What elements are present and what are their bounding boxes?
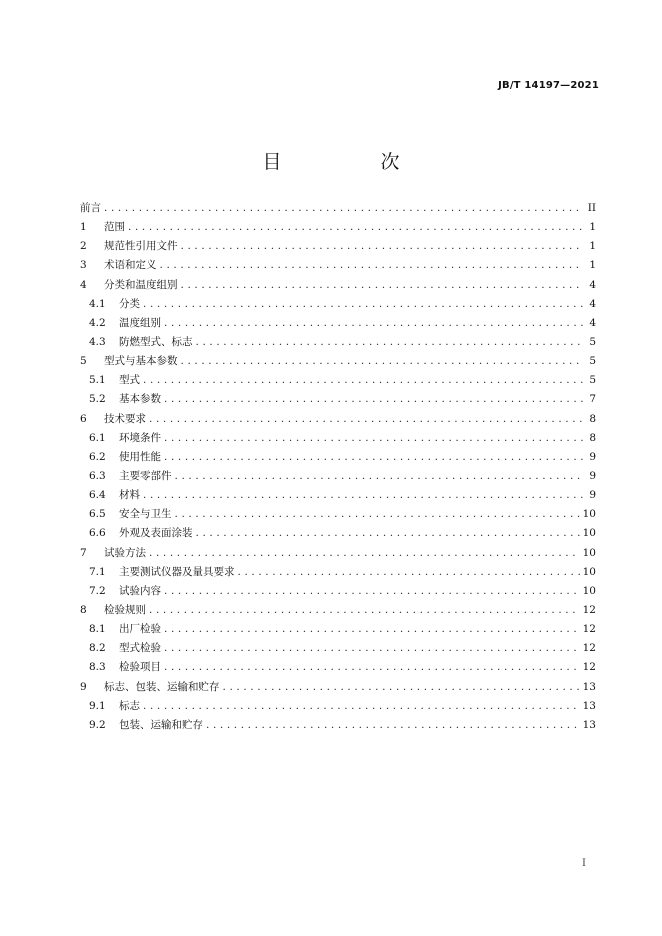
toc-entry[interactable] <box>80 583 596 602</box>
toc-entry-label: 型式与基本参数 <box>104 355 178 368</box>
toc-leader-dots <box>143 489 583 501</box>
toc-entry[interactable] <box>80 353 596 372</box>
toc-leader-dots <box>223 681 580 693</box>
toc-entry-number: 4.1 <box>89 297 106 310</box>
toc-entry-label: 术语和定义 <box>104 259 157 272</box>
toc-leader-dots <box>143 374 583 386</box>
toc-entry-label: 标志 <box>119 699 140 712</box>
toc-leader-dots <box>164 642 580 654</box>
toc-leader-dots <box>160 259 584 271</box>
toc-entry-page: 9 <box>589 489 596 502</box>
toc-leader-dots <box>175 470 584 482</box>
toc-entry-page: 12 <box>582 642 596 655</box>
toc-entry-page: 12 <box>582 603 596 616</box>
toc-entry[interactable] <box>80 449 596 468</box>
toc-entry-number: 8 <box>80 603 87 616</box>
toc-entry-page: 13 <box>582 718 596 731</box>
toc-entry[interactable] <box>80 391 596 410</box>
toc-entry[interactable] <box>80 679 596 698</box>
table-of-contents <box>80 200 596 736</box>
toc-entry-page: 9 <box>589 450 596 463</box>
toc-entry[interactable] <box>80 525 596 544</box>
toc-entry[interactable] <box>80 372 596 391</box>
toc-entry[interactable] <box>80 506 596 525</box>
toc-entry-label: 安全与卫生 <box>119 508 172 521</box>
page-number: I <box>582 858 586 869</box>
toc-entry-label: 材料 <box>119 489 140 502</box>
toc-entry-number: 8.1 <box>89 623 106 636</box>
toc-entry-page: 4 <box>589 316 596 329</box>
toc-entry-number: 9 <box>80 680 87 693</box>
toc-entry[interactable] <box>80 219 596 238</box>
toc-entry-label: 范围 <box>104 221 125 234</box>
toc-leader-dots <box>164 585 580 597</box>
toc-entry-label: 检验规则 <box>104 603 146 616</box>
toc-entry[interactable] <box>80 468 596 487</box>
toc-entry-page: 4 <box>589 278 596 291</box>
toc-leader-dots <box>143 298 583 310</box>
toc-leader-dots <box>149 547 580 559</box>
toc-entry-label: 前言 <box>80 202 101 214</box>
toc-entry-page: 12 <box>582 661 596 674</box>
toc-entry[interactable] <box>80 277 596 296</box>
toc-entry[interactable] <box>80 640 596 659</box>
toc-entry-label: 型式 <box>119 374 140 387</box>
toc-leader-dots <box>143 700 580 712</box>
toc-entry-number: 6.5 <box>89 508 106 521</box>
toc-entry-page: 7 <box>589 393 596 406</box>
toc-entry-label: 分类和温度组别 <box>104 278 178 291</box>
toc-entry-page: II <box>587 202 596 214</box>
toc-entry-number: 6.3 <box>89 469 106 482</box>
toc-entry-page: 10 <box>582 546 596 559</box>
toc-entry-page: 5 <box>589 355 596 368</box>
toc-entry-label: 标志、包装、运输和贮存 <box>104 680 220 693</box>
toc-leader-dots <box>149 604 580 616</box>
toc-entry-page: 10 <box>582 584 596 597</box>
toc-title: 目 次 <box>262 151 440 173</box>
toc-entry-label: 主要零部件 <box>119 469 172 482</box>
toc-entry-page: 9 <box>589 469 596 482</box>
toc-entry[interactable] <box>80 430 596 449</box>
toc-entry-page: 8 <box>589 431 596 444</box>
toc-leader-dots <box>206 719 580 731</box>
toc-entry-number: 7.2 <box>89 584 106 597</box>
toc-entry-label: 出厂检验 <box>119 623 161 636</box>
toc-entry-page: 12 <box>582 623 596 636</box>
toc-entry-label: 试验内容 <box>119 584 161 597</box>
toc-entry-label: 主要测试仪器及量具要求 <box>119 565 235 578</box>
toc-entry[interactable] <box>80 698 596 717</box>
toc-leader-dots <box>196 336 584 348</box>
toc-entry-number: 5.2 <box>89 393 106 406</box>
toc-leader-dots <box>128 221 583 233</box>
toc-entry-label: 分类 <box>119 297 140 310</box>
toc-entry-number: 4 <box>80 278 87 291</box>
toc-entry-number: 6 <box>80 412 87 425</box>
toc-entry[interactable] <box>80 602 596 621</box>
toc-entry-number: 8.3 <box>89 661 106 674</box>
toc-entry-page: 10 <box>582 565 596 578</box>
toc-entry-number: 4.3 <box>89 335 106 348</box>
toc-entry[interactable] <box>80 315 596 334</box>
toc-entry-label: 防燃型式、标志 <box>119 335 193 348</box>
toc-entry-page: 5 <box>589 374 596 387</box>
toc-leader-dots <box>164 317 583 329</box>
toc-entry-number: 5.1 <box>89 374 106 387</box>
toc-entry[interactable] <box>80 411 596 430</box>
toc-entry-label: 型式检验 <box>119 642 161 655</box>
toc-leader-dots <box>104 202 583 214</box>
toc-entry[interactable] <box>80 238 596 257</box>
toc-entry-page: 4 <box>589 297 596 310</box>
toc-entry-label: 外观及表面涂装 <box>119 527 193 540</box>
toc-entry[interactable] <box>80 621 596 640</box>
toc-entry-page: 10 <box>582 527 596 540</box>
toc-entry[interactable] <box>80 334 596 353</box>
toc-entry-label: 规范性引用文件 <box>104 240 178 253</box>
toc-entry-number: 5 <box>80 355 87 368</box>
toc-entry-number: 4.2 <box>89 316 106 329</box>
toc-entry-label: 温度组别 <box>119 316 161 329</box>
toc-leader-dots <box>149 413 583 425</box>
toc-entry-number: 6.4 <box>89 489 106 502</box>
toc-entry[interactable] <box>80 564 596 583</box>
toc-leader-dots <box>196 527 580 539</box>
toc-entry[interactable] <box>80 659 596 678</box>
toc-leader-dots <box>181 279 584 291</box>
toc-entry-page: 5 <box>589 335 596 348</box>
toc-entry-label: 使用性能 <box>119 450 161 463</box>
toc-entry-label: 包装、运输和贮存 <box>119 718 203 731</box>
toc-leader-dots <box>164 623 580 635</box>
toc-entry-page: 1 <box>589 259 596 272</box>
toc-entry-label: 环境条件 <box>119 431 161 444</box>
toc-entry[interactable] <box>80 487 596 506</box>
toc-entry-page: 1 <box>589 240 596 253</box>
standard-code: JB/T 14197—2021 <box>498 80 599 91</box>
toc-leader-dots <box>164 451 583 463</box>
toc-entry-label: 基本参数 <box>119 393 161 406</box>
toc-entry-page: 8 <box>589 412 596 425</box>
toc-entry-number: 6.1 <box>89 431 106 444</box>
toc-entry-label: 试验方法 <box>104 546 146 559</box>
toc-entry[interactable] <box>80 200 596 219</box>
toc-entry-page: 10 <box>582 508 596 521</box>
toc-entry-page: 13 <box>582 699 596 712</box>
toc-entry-label: 检验项目 <box>119 661 161 674</box>
toc-entry[interactable] <box>80 717 596 736</box>
toc-entry-page: 13 <box>582 680 596 693</box>
toc-leader-dots <box>181 355 584 367</box>
toc-leader-dots <box>181 240 584 252</box>
toc-entry-number: 9.1 <box>89 699 106 712</box>
toc-leader-dots <box>175 508 580 520</box>
toc-entry-number: 7 <box>80 546 87 559</box>
toc-entry[interactable] <box>80 257 596 276</box>
toc-leader-dots <box>238 566 580 578</box>
toc-entry-number: 9.2 <box>89 718 106 731</box>
toc-entry-label: 技术要求 <box>104 412 146 425</box>
toc-entry-number: 6.6 <box>89 527 106 540</box>
toc-entry[interactable] <box>80 296 596 315</box>
toc-entry-page: 1 <box>589 221 596 234</box>
toc-entry-number: 2 <box>80 240 87 253</box>
toc-entry-number: 6.2 <box>89 450 106 463</box>
toc-leader-dots <box>164 661 580 673</box>
toc-leader-dots <box>164 393 583 405</box>
toc-leader-dots <box>164 432 583 444</box>
toc-entry-number: 8.2 <box>89 642 106 655</box>
toc-entry[interactable] <box>80 545 596 564</box>
toc-entry-number: 3 <box>80 259 87 272</box>
toc-entry-number: 7.1 <box>89 565 106 578</box>
toc-entry-number: 1 <box>80 221 87 234</box>
